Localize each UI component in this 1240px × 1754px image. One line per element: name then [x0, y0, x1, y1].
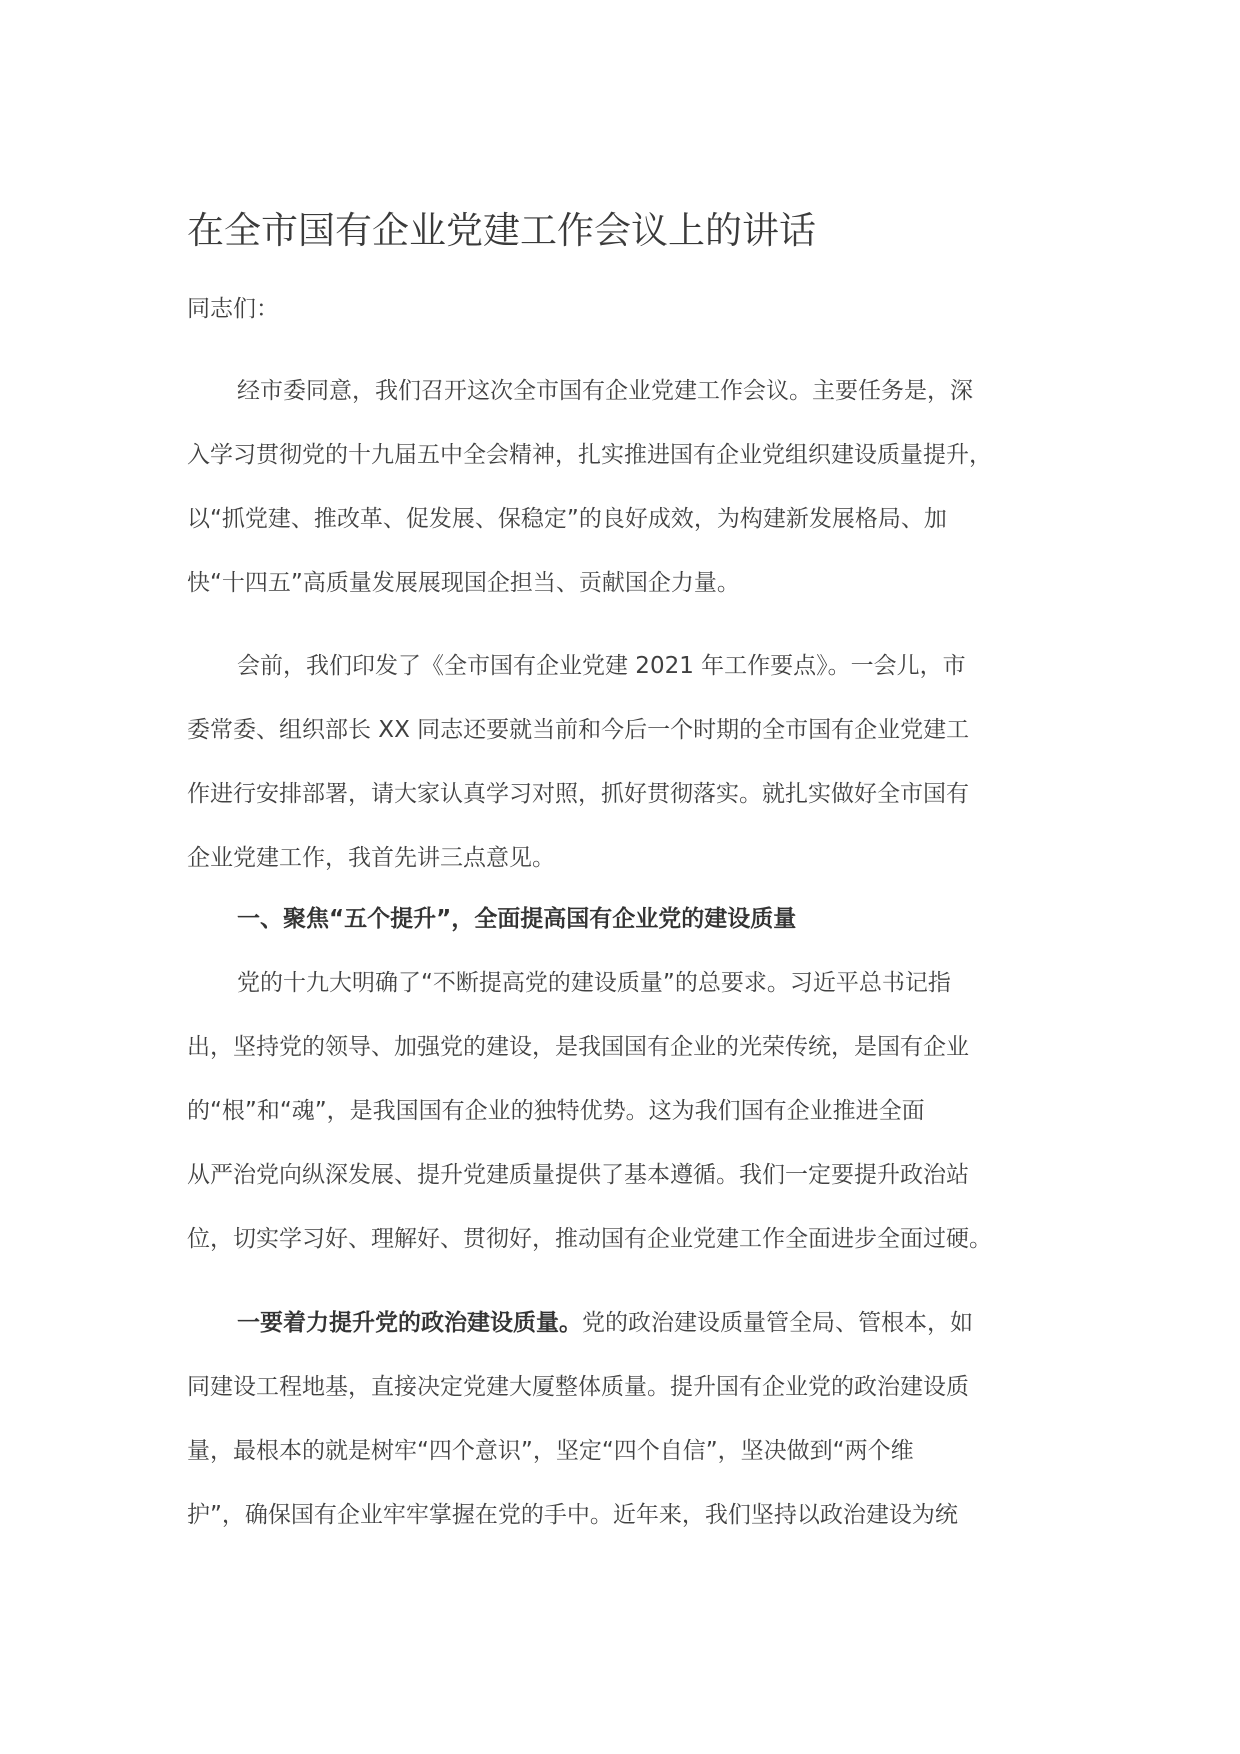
text-line: 出，坚持党的领导、加强党的建设，是我国国有企业的光荣传统，是国有企业	[187, 1034, 969, 1060]
text-line: 党的十九大明确了“不断提高党的建设质量”的总要求。习近平总书记指	[237, 970, 951, 996]
text-line: 位，切实学习好、理解好、贯彻好，推动国有企业党建工作全面进步全面过硬。	[187, 1226, 992, 1252]
text-line: 量，最根本的就是树牢“四个意识”，坚定“四个自信”，坚决做到“两个维	[187, 1438, 914, 1464]
document-title: 在全市国有企业党建工作会议上的讲话	[187, 209, 816, 252]
point-one-first-line	[237, 1304, 973, 1337]
section-heading-1: 一、聚焦“五个提升”，全面提高国有企业党的建设质量	[237, 906, 797, 932]
text-line: 从严治党向纵深发展、提升党建质量提供了基本遵循。我们一定要提升政治站	[187, 1162, 969, 1188]
text-line: 入学习贯彻党的十九届五中全会精神，扎实推进国有企业党组织建设质量提升，	[187, 442, 992, 468]
text-line: 同建设工程地基，直接决定党建大厦整体质量。提升国有企业党的政治建设质	[187, 1374, 969, 1400]
text-line: 护”，确保国有企业牢牢掌握在党的手中。近年来，我们坚持以政治建设为统	[187, 1502, 958, 1528]
text-line: 企业党建工作，我首先讲三点意见。	[187, 845, 555, 871]
text-line: 以“抓党建、推改革、促发展、保稳定”的良好成效，为构建新发展格局、加	[187, 506, 947, 532]
point-one-heading: 一要着力提升党的政治建设质量。	[237, 1310, 582, 1336]
text-line: 快“十四五”高质量发展展现国企担当、贡献国企力量。	[187, 570, 740, 596]
text-line: 的“根”和“魂”，是我国国有企业的独特优势。这为我们国有企业推进全面	[187, 1098, 925, 1124]
text-line: 会前，我们印发了《全市国有企业党建 2021 年工作要点》。一会儿，市	[237, 653, 966, 679]
text-line: 经市委同意，我们召开这次全市国有企业党建工作会议。主要任务是，深	[237, 378, 973, 404]
greeting: 同志们：	[187, 296, 279, 322]
text-line: 委常委、组织部长 XX 同志还要就当前和今后一个时期的全市国有企业党建工	[187, 717, 970, 743]
point-one-text: 党的政治建设质量管全局、管根本，如	[582, 1310, 973, 1336]
text-line: 作进行安排部署，请大家认真学习对照，抓好贯彻落实。就扎实做好全市国有	[187, 781, 969, 807]
